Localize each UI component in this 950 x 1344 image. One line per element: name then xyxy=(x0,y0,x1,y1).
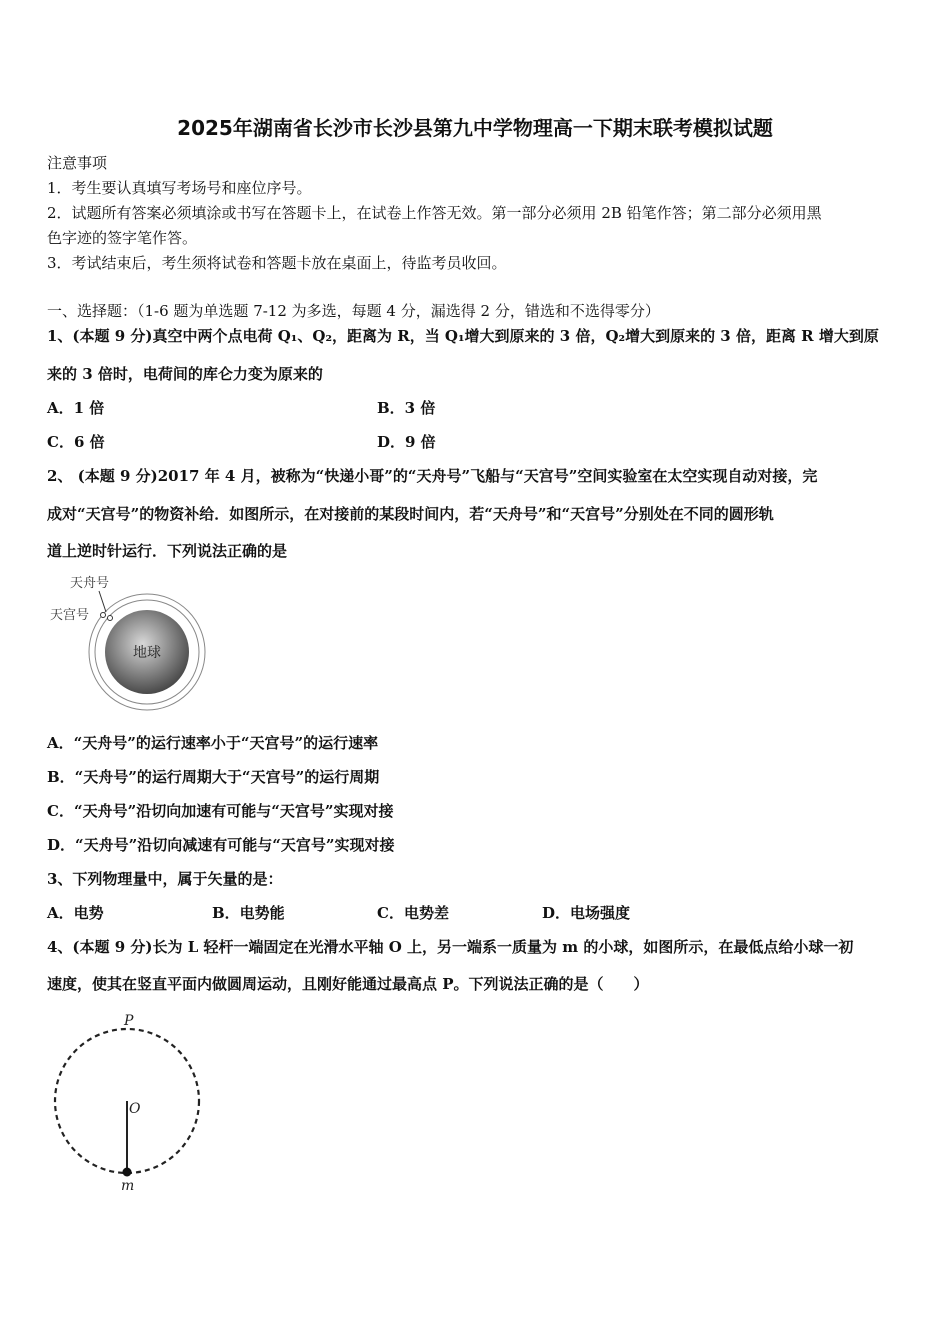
q1-option-a: A．1 倍 xyxy=(47,399,105,417)
q1-option-b: B．3 倍 xyxy=(377,399,436,417)
q3-option-c: C．电势差 xyxy=(377,904,449,922)
notice-item: 3．考试结束后，考生须将试卷和答题卡放在桌面上，待监考员收回。 xyxy=(47,254,507,272)
tiangong-label: 天宫号 xyxy=(50,608,90,623)
q2-stem: 2、 (本题 9 分)2017 年 4 月，被称为“快递小哥”的“天舟号”飞船与“天宫号”空间实验室在太空实现自动对接，完 xyxy=(47,467,818,485)
notice-item: 1．考生要认真填写考场号和座位序号。 xyxy=(47,179,312,197)
q3-option-b: B．电势能 xyxy=(212,904,285,922)
point-p-label: P xyxy=(124,1013,134,1029)
q1-option-c: C．6 倍 xyxy=(47,433,105,451)
q4-stem: 4、(本题 9 分)长为 L 轻杆一端固定在光滑水平轴 O 上，另一端系一质量为 m 的小球，如图所示，在最低点给小球一初 xyxy=(47,938,854,956)
circular-motion-figure xyxy=(44,1005,214,1200)
q4-stem: 速度，使其在竖直平面内做圆周运动，且刚好能通过最高点 P。下列说法正确的是（ ） xyxy=(47,975,649,993)
q3-option-a: A．电势 xyxy=(47,904,104,922)
earth-label: 地球 xyxy=(133,645,161,661)
mass-m-label: m xyxy=(121,1178,135,1194)
q3-option-d: D．电场强度 xyxy=(542,904,631,922)
orbit-figure xyxy=(44,570,214,715)
q2-stem: 成对“天宫号”的物资补给．如图所示，在对接前的某段时间内，若“天舟号”和“天宫号”分别处在不同的圆形轨 xyxy=(47,505,774,523)
q2-option-c: C．“天舟号”沿切向加速有可能与“天宫号”实现对接 xyxy=(47,802,394,820)
tianzhou-pointer xyxy=(99,591,106,612)
q1-stem: 1、(本题 9 分)真空中两个点电荷 Q₁、Q₂，距离为 R，当 Q₁增大到原来的 3 倍，Q₂增大到原来的 3 倍，距离 R 增大到原 xyxy=(47,327,879,345)
notice-heading: 注意事项 xyxy=(47,154,108,172)
ball xyxy=(123,1168,132,1177)
q3-stem: 3、下列物理量中，属于矢量的是： xyxy=(47,870,283,888)
page-title: 2025年湖南省长沙市长沙县第九中学物理高一下期末联考模拟试题 xyxy=(177,116,773,140)
q1-option-d: D．9 倍 xyxy=(377,433,436,451)
tiangong-dot xyxy=(101,613,106,618)
section-heading: 一、选择题：（1-6 题为单选题 7-12 为多选，每题 4 分，漏选得 2 分，错选和不选得零分） xyxy=(47,302,660,320)
q2-option-a: A．“天舟号”的运行速率小于“天宫号”的运行速率 xyxy=(47,734,379,752)
q2-stem: 道上逆时针运行．下列说法正确的是 xyxy=(47,542,288,560)
tianzhou-label: 天舟号 xyxy=(70,576,110,591)
q1-stem: 来的 3 倍时，电荷间的库仑力变为原来的 xyxy=(47,365,323,383)
notice-item: 色字迹的签字笔作答。 xyxy=(47,229,198,247)
q2-option-d: D．“天舟号”沿切向减速有可能与“天宫号”实现对接 xyxy=(47,836,395,854)
notice-item: 2．试题所有答案必须填涂或书写在答题卡上，在试卷上作答无效。第一部分必须用 2B 铅笔作答；第二部分必须用黑 xyxy=(47,204,822,222)
tianzhou-dot xyxy=(108,616,113,621)
q2-option-b: B．“天舟号”的运行周期大于“天宫号”的运行周期 xyxy=(47,768,380,786)
axis-o-label: O xyxy=(129,1101,141,1117)
